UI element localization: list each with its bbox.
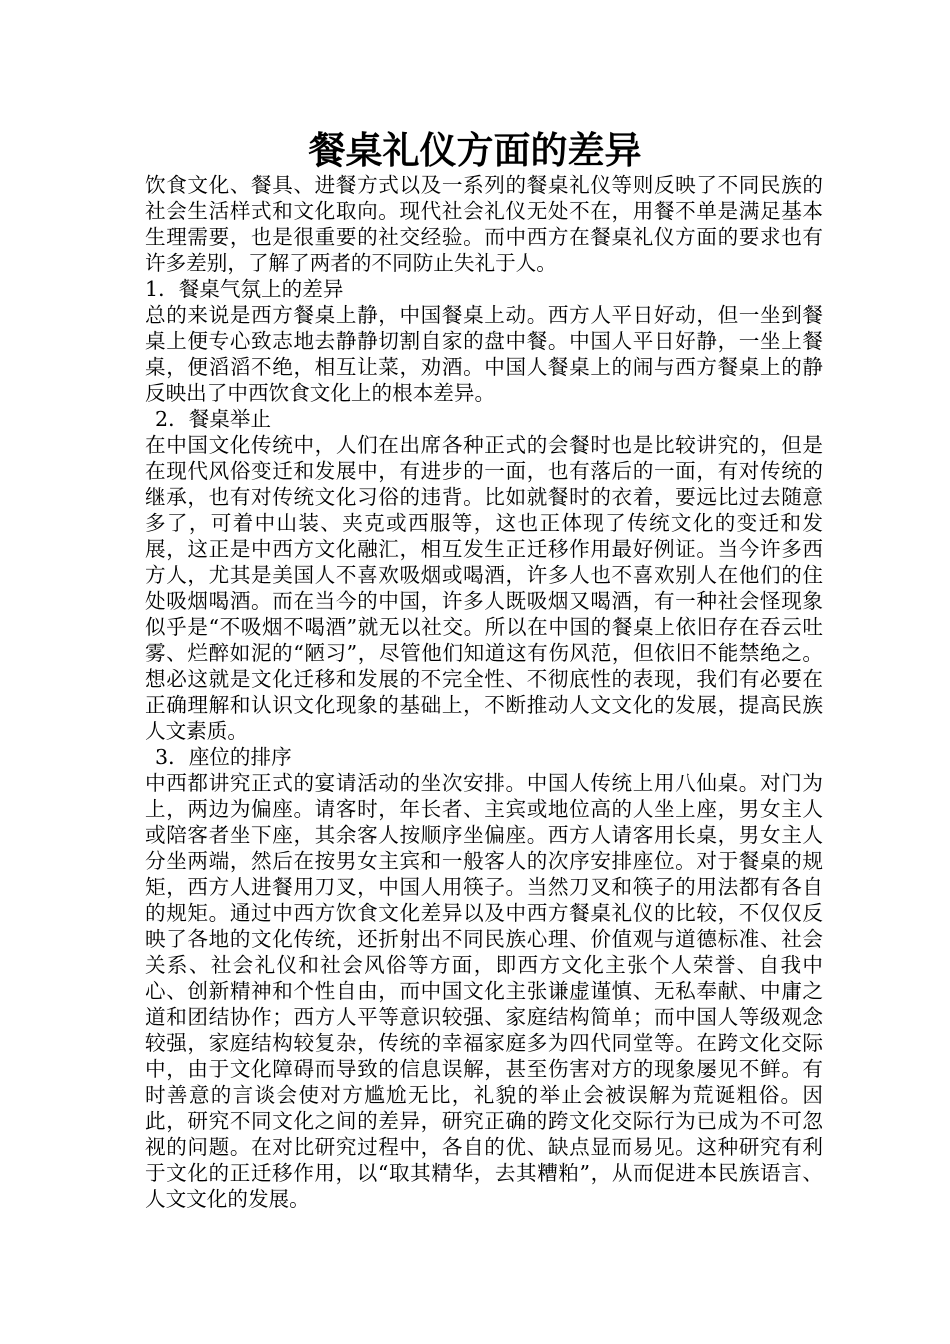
paragraph-manners: 在中国文化传统中，人们在出席各种正式的会餐时也是比较讲究的，但是在现代风俗变迁和发展中，有进步的一面，也有落后的一面，有对传统的继承，也有对传统文化习俗的违背。比如就餐时的衣着，要远比过去随意多了，可着中山装、夹克或西服等，这也正体现了传统文化的变迁和发展，这正是中西方文化融汇，相互发生正迁移作用最好例证。当今许多西方人，尤其是美国人不喜欢吸烟或喝酒，许多人也不喜欢别人在他们的住处吸烟喝酒。而在当今的中国，许多人既吸烟又喝酒，有一种社会怪现象似乎是“不吸烟不喝酒”就无以社交。所以在中国的餐桌上依旧存在吞云吐雾、烂醉如泥的“陋习”，尽管他们知道这有伤风范，但依旧不能禁绝之。想必这就是文化迁移和发展的不完全性、不彻底性的表现，我们有必要在正确理解和认识文化现象的基础上，不断推动人文文化的发展，提高民族人文素质。 <box>145 433 823 743</box>
section-heading-3: 3．座位的排序 <box>155 745 292 769</box>
paragraph-seating: 中西都讲究正式的宴请活动的坐次安排。中国人传统上用八仙桌。对门为上，两边为偏座。请客时，年长者、主宾或地位高的人坐上座，男女主人或陪客者坐下座，其余客人按顺序坐偏座。西方人请客用长桌，男女主人分坐两端，然后在按男女主宾和一般客人的次序安排座位。对于餐桌的规矩，西方人进餐用刀叉，中国人用筷子。当然刀叉和筷子的用法都有各自的规矩。通过中西方饮食文化差异以及中西方餐桌礼仪的比较，不仅仅反映了各地的文化传统，还折射出不同民族心理、价值观与道德标准、社会关系、社会礼仪和社会风俗等方面，即西方文化主张个人荣誉、自我中心、创新精神和个性自由，而中国文化主张谦虚谨慎、无私奉献、中庸之道和团结协作；西方人平等意识较强、家庭结构简单；而中国人等级观念较强，家庭结构较复杂，传统的幸福家庭多为四代同堂等。在跨文化交际中，由于文化障碍而导致的信息误解，甚至伤害对方的现象屡见不鲜。有时善意的言谈会使对方尴尬无比，礼貌的举止会被误解为荒诞粗俗。因此，研究不同文化之间的差异，研究正确的跨文化交际行为已成为不可忽视的问题。在对比研究过程中，各自的优、缺点显而易见。这种研究有利于文化的正迁移作用，以“取其精华，去其糟粕”，从而促进本民族语言、人文文化的发展。 <box>145 771 823 1211</box>
document-body <box>145 172 823 1212</box>
document-title: 餐桌礼仪方面的差异 <box>308 129 642 172</box>
section-heading-2: 2．餐桌举止 <box>155 407 272 431</box>
paragraph-atmosphere: 总的来说是西方餐桌上静，中国餐桌上动。西方人平日好动，但一坐到餐桌上便专心致志地去静静切割自家的盘中餐。中国人平日好静，一坐上餐桌，便滔滔不绝，相互让菜，劝酒。中国人餐桌上的闹与西方餐桌上的静反映出了中西饮食文化上的根本差异。 <box>145 303 823 405</box>
section-heading-1: 1．餐桌气氛上的差异 <box>145 277 344 301</box>
paragraph-intro: 饮食文化、餐具、进餐方式以及一系列的餐桌礼仪等则反映了不同民族的社会生活样式和文化取向。现代社会礼仪无处不在，用餐不单是满足基本生理需要，也是很重要的社交经验。而中西方在餐桌礼仪方面的要求也有许多差别，了解了两者的不同防止失礼于人。 <box>145 173 823 275</box>
